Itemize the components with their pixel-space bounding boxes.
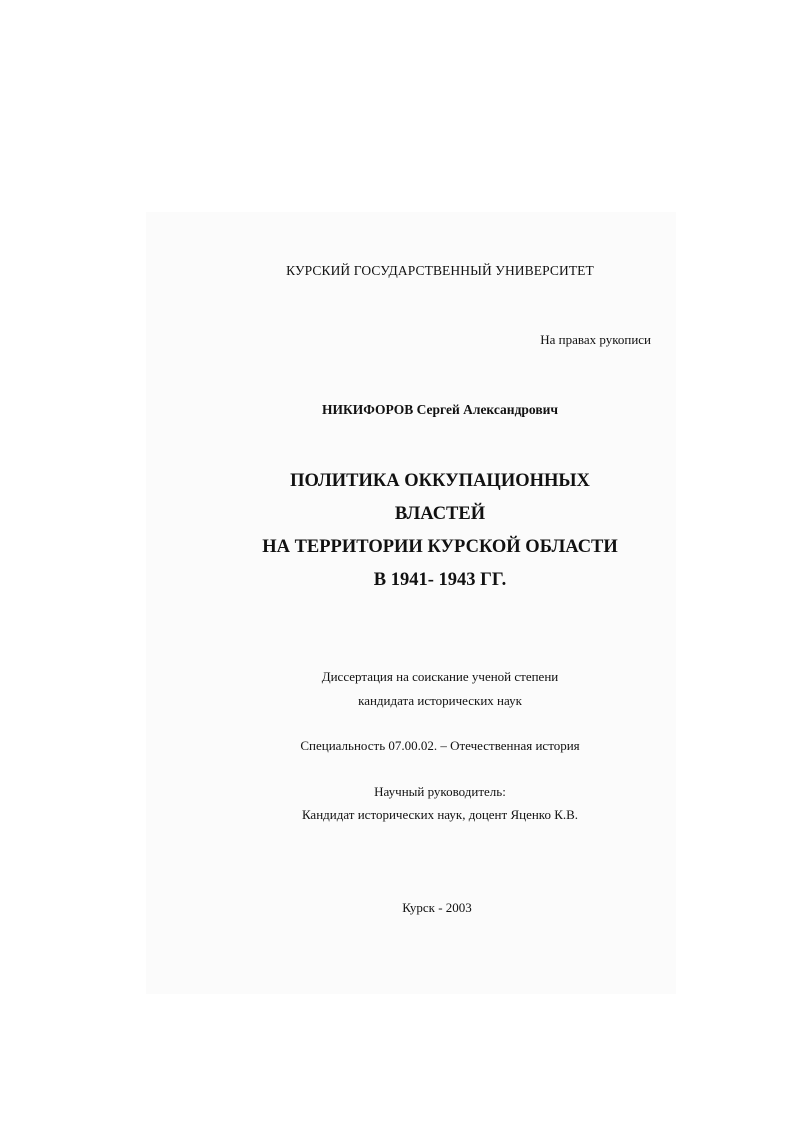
supervisor-label: Научный руководитель:: [374, 784, 506, 799]
dissertation-line-2: кандидата исторических наук: [358, 693, 522, 708]
city-year: Курск - 2003: [402, 900, 472, 915]
title-line-4: В 1941- 1943 ГГ.: [373, 570, 507, 590]
title-line-3: НА ТЕРРИТОРИИ КУРСКОЙ ОБЛАСТИ: [262, 537, 618, 557]
title-line-2: ВЛАСТЕЙ: [394, 504, 486, 524]
dissertation-line-1: Диссертация на соискание ученой степени: [321, 669, 559, 684]
author-name: [140, 402, 740, 418]
specialty: Специальность 07.00.02. – Отечественная история: [300, 738, 580, 753]
author-given-name: Сергей Александрович: [416, 402, 558, 417]
rights-note: На правах рукописи: [540, 332, 651, 347]
title-line-1: ПОЛИТИКА ОККУПАЦИОННЫХ: [290, 471, 590, 491]
author-surname: НИКИФОРОВ: [322, 402, 414, 417]
supervisor-name: Кандидат исторических наук, доцент Яценко К.В.: [301, 807, 579, 822]
scan-background: [146, 212, 676, 994]
university-name: КУРСКИЙ ГОСУДАРСТВЕННЫЙ УНИВЕРСИТЕТ: [286, 263, 594, 278]
